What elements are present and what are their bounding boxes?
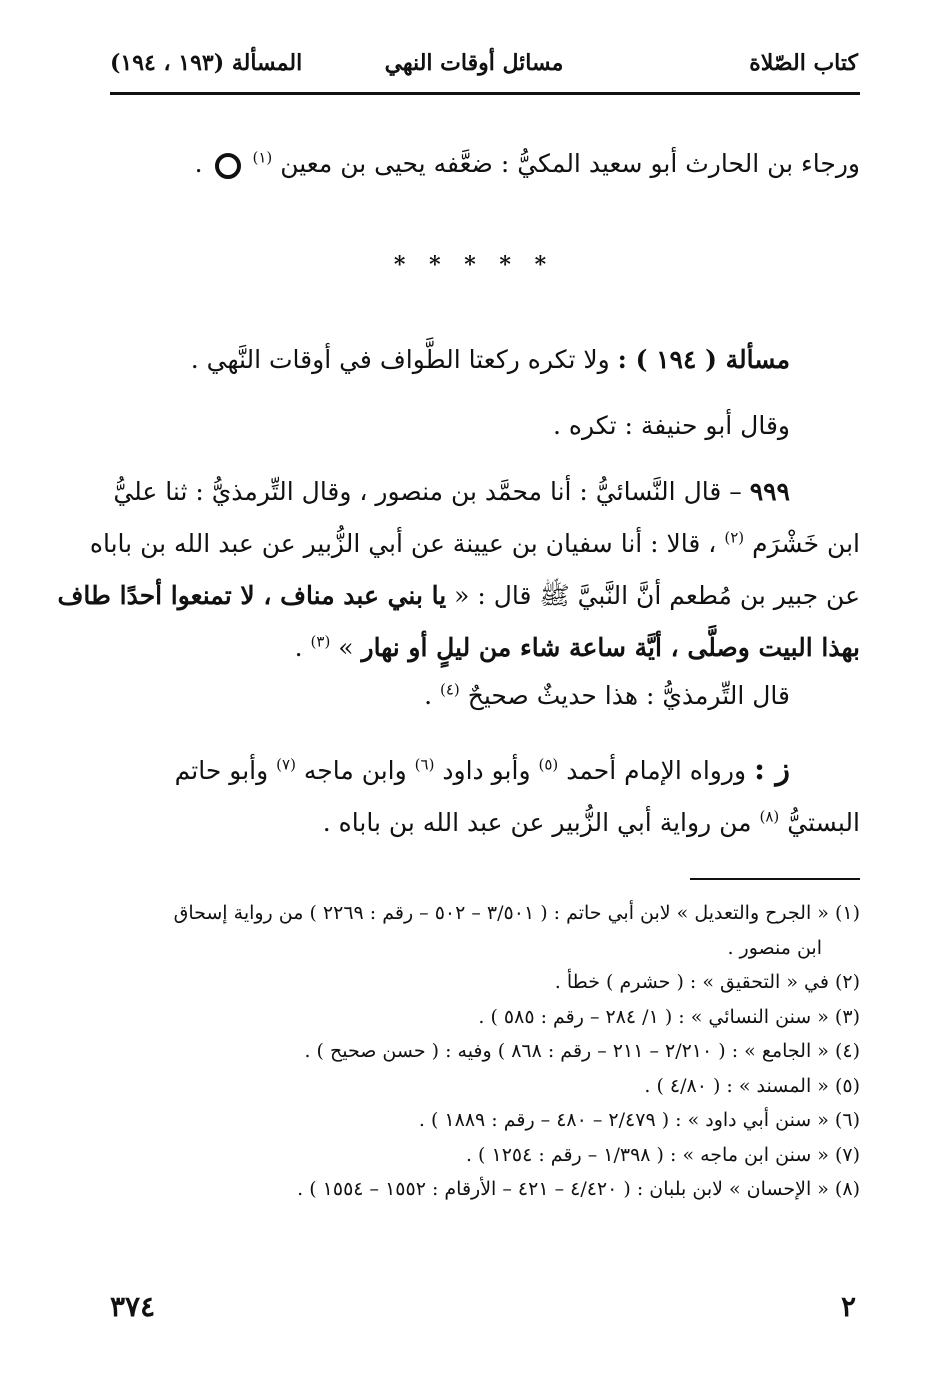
hadith-paragraph [57, 466, 860, 674]
footnote-ref-7: (٧) [276, 755, 296, 774]
section-separator: * * * * * [393, 252, 555, 278]
hadith-line-2b: ، قالا : أنا سفيان بن عيينة عن أبي الزُّبير عن عبد الله بن باباه [89, 529, 717, 558]
volume-number: ٢ [840, 1290, 856, 1323]
section-end-circle-icon [215, 153, 241, 179]
footnote-ref-2: (٢) [724, 528, 745, 547]
tirmidhi-end: . [424, 681, 433, 710]
abu-hanifa-paragraph [110, 400, 860, 452]
issue-heading [110, 334, 860, 386]
zay-text-2: وأبو داود [442, 756, 531, 785]
header-rule [110, 92, 860, 95]
footnote-5: (٥) « المسند » : ( ٤/٨٠ ) . [644, 1074, 860, 1097]
footnote-rule [690, 878, 860, 880]
zay-text-5: البستيُّ [787, 808, 860, 837]
footnote-ref-1: (١) [252, 148, 273, 167]
hadith-quote-close: » [338, 633, 354, 662]
tirmidhi-text: قال التِّرمذيُّ : هذا حديثٌ صحيحٌ [467, 681, 790, 710]
hadith-line-3a: عن جبير بن مُطعم أنَّ النَّبيَّ ﷺ قال : « [454, 581, 860, 610]
issue-label: مسألة ( ١٩٤ ) : [617, 345, 790, 374]
hadith-number: ٩٩٩ [749, 477, 790, 506]
hadith-quote-start: يا بني عبد مناف ، لا تمنعوا أحدًا طاف [57, 581, 447, 610]
footnote-ref-8: (٨) [759, 807, 780, 826]
running-head-issue: المسألة (١٩٣ ، ١٩٤) [110, 50, 303, 76]
running-head-chapter: مسائل أوقات النهي [384, 50, 564, 76]
zay-text-1: ورواه الإمام أحمد [566, 756, 747, 785]
abu-hanifa-text: وقال أبو حنيفة : تكره . [553, 411, 790, 440]
zay-text-6: من رواية أبي الزُّبير عن عبد الله بن باباه . [322, 808, 752, 837]
footnote-1-continued: ابن منصور . [727, 936, 822, 959]
zay-text-3: وابن ماجه [303, 756, 407, 785]
footnote-ref-6: (٦) [414, 755, 435, 774]
zay-mark: ز : [753, 752, 790, 787]
footnote-ref-5: (٥) [538, 755, 559, 774]
footnotes [110, 896, 860, 1207]
zay-text-4: وأبو حاتم [174, 756, 269, 785]
page-number: ٣٧٤ [110, 1290, 156, 1323]
hadith-line-4-end: . [294, 633, 303, 662]
hadith-line-1: – قال النَّسائيُّ : أنا محمَّد بن منصور ، وقال التِّرمذيُّ : ثنا عليُّ [113, 477, 742, 506]
issue-text: ولا تكره ركعتا الطَّواف في أوقات النَّهي . [190, 345, 610, 374]
hadith-quote-end: بهذا البيت وصلَّى ، أيَّة ساعة شاء من ليلٍ أو نهار [361, 633, 860, 662]
zay-paragraph [110, 744, 860, 849]
intro-paragraph [110, 138, 860, 190]
footnote-3: (٣) « سنن النسائي » : ( ١/ ٢٨٤ – رقم : ٥٨٥ ) . [478, 1005, 860, 1028]
intro-text: ورجاء بن الحارث أبو سعيد المكيُّ : ضعَّفه يحيى بن معين [280, 149, 860, 178]
intro-end: . [194, 149, 203, 178]
footnote-ref-3: (٣) [310, 632, 331, 651]
footnote-6: (٦) « سنن أبي داود » : ( ٢/٤٧٩ – ٤٨٠ – رقم : ١٨٨٩ ) . [418, 1109, 860, 1131]
running-head-book: كتاب الصّلاة [749, 50, 858, 76]
footnote-2: (٢) في « التحقيق » : ( حشرم ) خطأ . [554, 971, 860, 993]
footnote-ref-4: (٤) [440, 680, 460, 699]
footnote-4: (٤) « الجامع » : ( ٢/٢١٠ – ٢١١ – رقم : ٨٦٨ ) وفيه : ( حسن صحيح ) . [304, 1040, 860, 1062]
footnote-7: (٧) « سنن ابن ماجه » : ( ١/٣٩٨ – رقم : ١٢٥٤ ) . [465, 1143, 860, 1166]
hadith-line-2a: ابن خَشْرَم [752, 529, 860, 558]
tirmidhi-paragraph [110, 670, 860, 722]
footnote-8: (٨) « الإحسان » لابن بلبان : ( ٤/٤٢٠ – ٤٢١ – الأرقام : ١٥٥٢ – ١٥٥٤ ) . [297, 1178, 860, 1200]
footnote-1: (١) « الجرح والتعديل » لابن أبي حاتم : ( ٣/٥٠١ – ٥٠٢ – رقم : ٢٢٦٩ ) من رواية إسحاق [173, 902, 860, 924]
